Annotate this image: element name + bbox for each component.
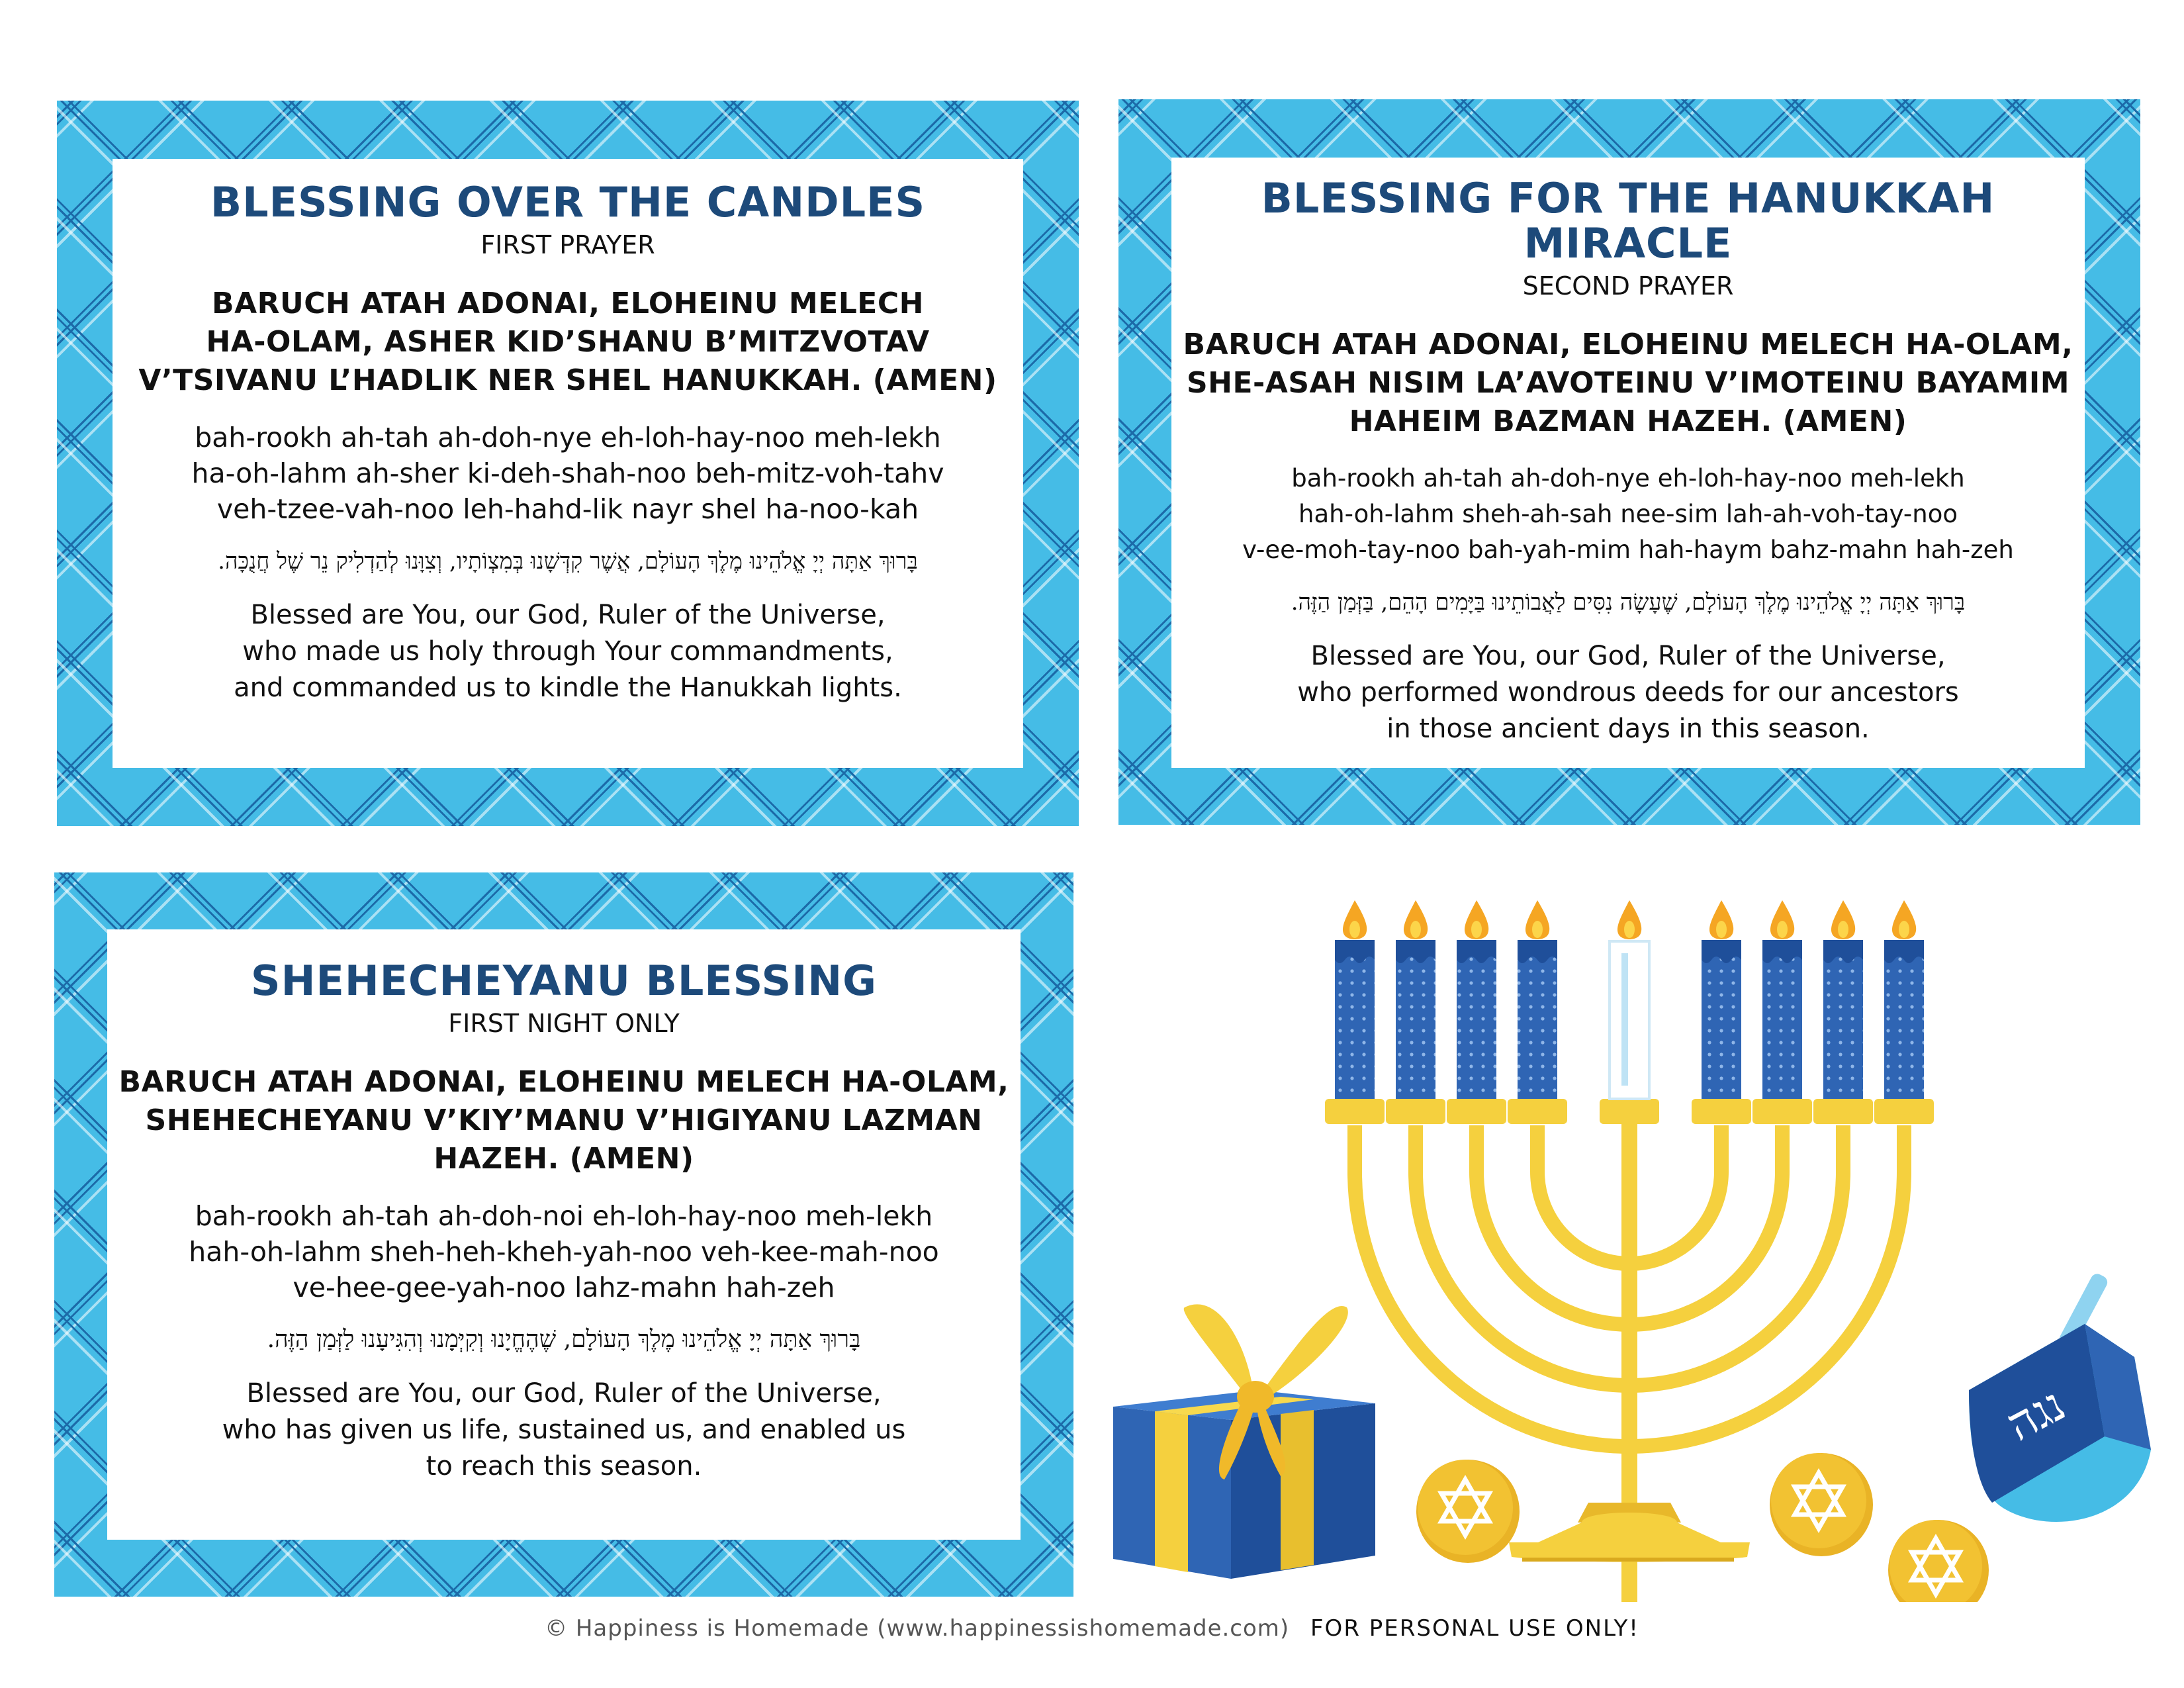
- card-title: BLESSING OVER THE CANDLES: [210, 178, 926, 226]
- prayer-card-shehecheyanu: [54, 872, 1073, 1597]
- hebrew-text: בָּרוּךְ אַתָּה יְיָ אֱלֹהֵינוּ מֶלֶךְ הָעוֹלָם, אֲשֶׁר קִדְּשָׁנוּ בְּמִצְוֹתָיו, וְצִוָּנוּ לְהַדְלִיק נֵר שֶׁל חֲנֻכָּה.: [218, 547, 918, 575]
- phonetic-block: [1171, 461, 2085, 568]
- phonetic-line: veh-tzee-vah-noo leh-hahd-lik nayr shel ha-noo-kah: [216, 492, 919, 525]
- transliteration-block: [113, 285, 1023, 400]
- english-line: and commanded us to kindle the Hanukkah lights.: [234, 672, 902, 703]
- prayer-card-candles: [57, 101, 1079, 826]
- transliteration-line: BARUCH ATAH ADONAI, ELOHEINU MELECH HA-OLAM,: [1183, 328, 2073, 362]
- english-line: Blessed are You, our God, Ruler of the Universe,: [246, 1378, 882, 1409]
- phonetic-block: [113, 420, 1023, 527]
- gelt-coin-icon: [1416, 1460, 1520, 1563]
- card-title: SHEHECHEYANU BLESSING: [250, 957, 878, 1005]
- footer: [0, 1615, 2184, 1642]
- english-block: [107, 1376, 1021, 1485]
- gift-box-icon: [1113, 1304, 1375, 1579]
- phonetic-line: ha-oh-lahm ah-sher ki-deh-shah-noo beh-mitz-voh-tahv: [191, 457, 944, 489]
- phonetic-line: hah-oh-lahm sheh-heh-kheh-yah-noo veh-kee-mah-noo: [189, 1235, 939, 1268]
- phonetic-line: hah-oh-lahm sheh-ah-sah nee-sim lah-ah-voh-tay-noo: [1298, 500, 1958, 529]
- transliteration-block: [107, 1063, 1021, 1178]
- english-line: to reach this season.: [426, 1450, 702, 1481]
- phonetic-block: [107, 1198, 1021, 1305]
- card-title: BLESSING FOR THE HANUKKAH MIRACLE: [1261, 174, 1995, 268]
- phonetic-line: bah-rookh ah-tah ah-doh-nye eh-loh-hay-noo meh-lekh: [195, 421, 941, 453]
- hanukkah-illustration: [1099, 880, 2184, 1602]
- transliteration-line: BARUCH ATAH ADONAI, ELOHEINU MELECH HA-OLAM,: [118, 1064, 1009, 1099]
- prayer-card-content: [107, 929, 1021, 1540]
- transliteration-block: [1171, 326, 2085, 441]
- card-subtitle: SECOND PRAYER: [1522, 271, 1734, 301]
- transliteration-line: HA-OLAM, ASHER KID’SHANU B’MITZVOTAV: [206, 324, 930, 359]
- english-line: who performed wondrous deeds for our ancestors: [1297, 677, 1959, 708]
- english-block: [1171, 638, 2085, 747]
- english-line: Blessed are You, our God, Ruler of the Universe,: [250, 599, 886, 630]
- transliteration-line: HAHEIM BAZMAN HAZEH. (AMEN): [1349, 404, 1907, 439]
- dreidel-letters: נגה: [1997, 1377, 2074, 1452]
- footer-personal-use: FOR PERSONAL USE ONLY!: [1310, 1615, 1639, 1642]
- prayer-card-miracle: [1118, 99, 2140, 825]
- footer-credit: © Happiness is Homemade (www.happinessishomemade.com): [545, 1615, 1290, 1642]
- card-subtitle: FIRST NIGHT ONLY: [448, 1009, 680, 1039]
- transliteration-line: V’TSIVANU L’HADLIK NER SHEL HANUKKAH. (AMEN): [138, 363, 997, 397]
- english-line: in those ancient days in this season.: [1387, 714, 1870, 745]
- candle-flame-icon: [1343, 900, 1916, 939]
- transliteration-line: HAZEH. (AMEN): [433, 1141, 694, 1176]
- phonetic-line: ve-hee-gee-yah-noo lahz-mahn hah-zeh: [293, 1271, 835, 1303]
- english-line: Blessed are You, our God, Ruler of the Universe,: [1310, 641, 1946, 672]
- transliteration-line: BARUCH ATAH ADONAI, ELOHEINU MELECH: [212, 286, 924, 320]
- card-subtitle: FIRST PRAYER: [480, 230, 655, 260]
- phonetic-line: bah-rookh ah-tah ah-doh-nye eh-loh-hay-noo meh-lekh: [1291, 464, 1965, 493]
- english-line: who has given us life, sustained us, and enabled us: [222, 1414, 906, 1445]
- english-line: who made us holy through Your commandments,: [242, 635, 893, 667]
- transliteration-line: SHEHECHEYANU V’KIY’MANU V’HIGIYANU LAZMAN: [145, 1103, 983, 1137]
- phonetic-line: v-ee-moh-tay-noo bah-yah-mim hah-haym bahz-mahn hah-zeh: [1242, 536, 2014, 565]
- phonetic-line: bah-rookh ah-tah ah-doh-noi eh-loh-hay-noo meh-lekh: [195, 1199, 933, 1232]
- english-block: [113, 597, 1023, 706]
- candles-icon: [1335, 900, 1924, 1099]
- gelt-coin-icon: [1770, 1453, 1873, 1556]
- dreidel-icon: [1969, 1272, 2151, 1522]
- hebrew-text: בָּרוּךְ אַתָּה יְיָ אֱלֹהֵינוּ מֶלֶךְ הָעוֹלָם, שֶׁהֶחֱיָנוּ וְקִיְּמָנוּ וְהִגִּיעָנוּ לַזְּמַן הַזֶּה.: [267, 1325, 861, 1353]
- gelt-coin-icon: [1888, 1520, 1989, 1602]
- prayer-card-content: [1171, 158, 2085, 768]
- prayer-card-content: [113, 159, 1023, 768]
- transliteration-line: SHE-ASAH NISIM LA’AVOTEINU V’IMOTEINU BAYAMIM: [1186, 366, 2070, 400]
- hebrew-text: בָּרוּךְ אַתָּה יְיָ אֱלֹהֵינוּ מֶלֶךְ הָעוֹלָם, שֶׁעָשָׂה נִסִּים לַאֲבוֹתֵינוּ בַּיָּמִים הָהֵם, בַּזְּמַן הַזֶּה.: [1291, 589, 1966, 616]
